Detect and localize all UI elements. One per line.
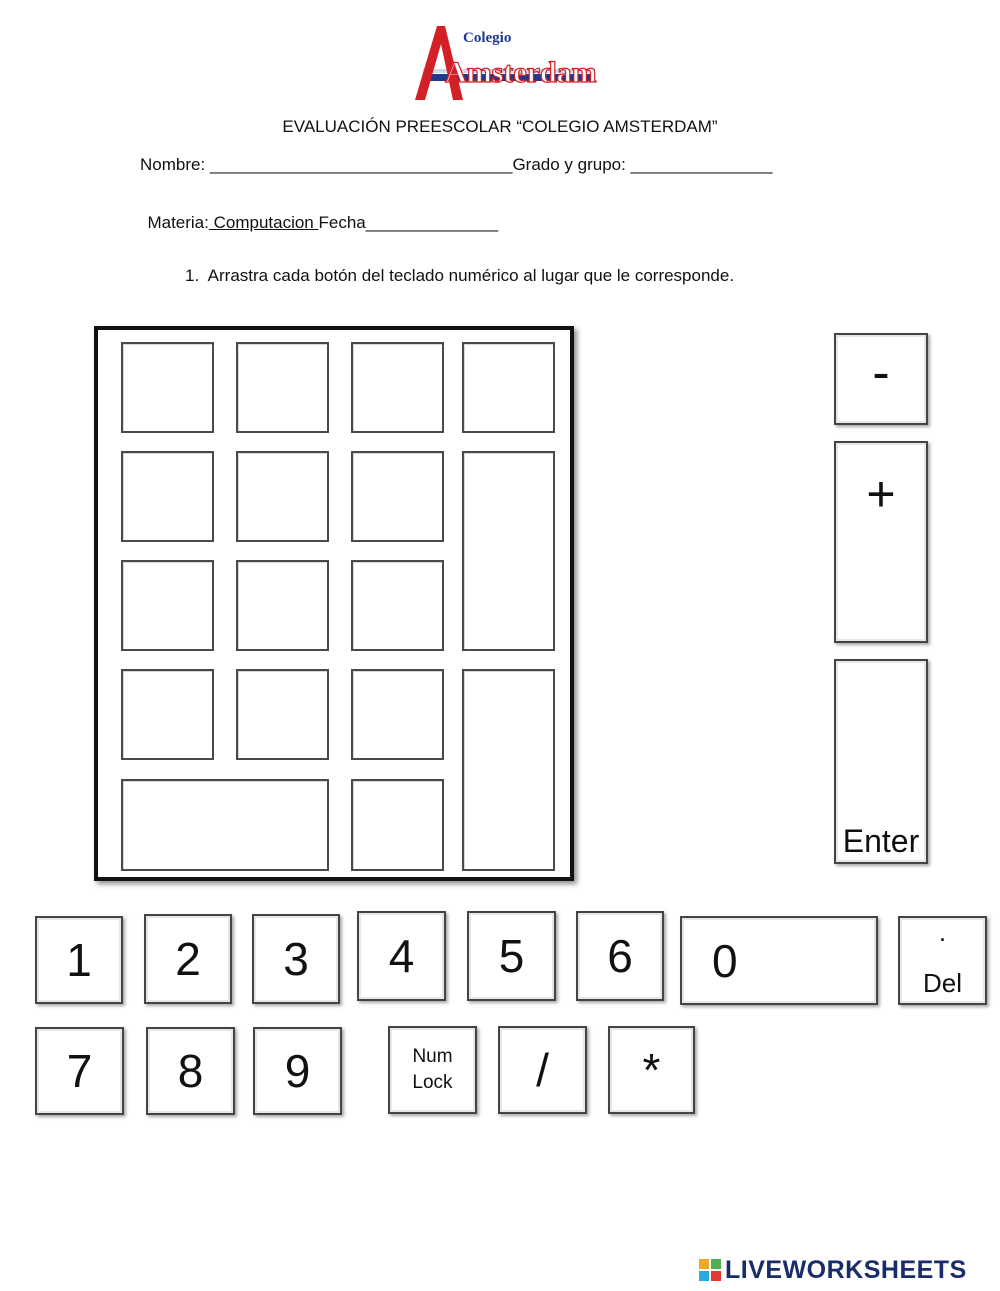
- key-3[interactable]: [252, 914, 340, 1004]
- key-3-label: 3: [283, 933, 309, 985]
- key-1[interactable]: [35, 916, 123, 1004]
- key-slash-label: /: [536, 1044, 549, 1096]
- key-enter-label: Enter: [842, 823, 920, 859]
- subject-date-line: [138, 193, 498, 233]
- drop-slot-9[interactable]: [351, 451, 444, 542]
- key-6[interactable]: [576, 911, 664, 1001]
- drop-slot-del[interactable]: [351, 779, 444, 871]
- drop-slot-1[interactable]: [121, 669, 214, 760]
- drop-slot-2[interactable]: [236, 669, 329, 760]
- key-plus-label: +: [866, 466, 896, 522]
- key-enter[interactable]: [834, 659, 928, 864]
- drop-slot-slash[interactable]: [236, 342, 329, 433]
- drop-slot-0[interactable]: [121, 779, 329, 871]
- key-numlock-line2: Lock: [412, 1072, 453, 1093]
- key-1-label: 1: [66, 934, 92, 986]
- page-title: EVALUACIÓN PREESCOLAR “COLEGIO AMSTERDAM”: [282, 117, 718, 136]
- drop-slot-5[interactable]: [236, 560, 329, 651]
- key-6-label: 6: [607, 930, 633, 982]
- key-slash[interactable]: [498, 1026, 587, 1114]
- key-2[interactable]: [144, 914, 232, 1004]
- keypad-frame: [94, 326, 574, 881]
- drop-slot-8[interactable]: [236, 451, 329, 542]
- drop-slot-7[interactable]: [121, 451, 214, 542]
- drop-slot-4[interactable]: [121, 560, 214, 651]
- drop-slot-numlock[interactable]: [121, 342, 214, 433]
- key-minus-label: -: [872, 344, 890, 402]
- key-0-label: 0: [712, 934, 738, 987]
- key-numlock-line1: Num: [412, 1046, 453, 1067]
- key-numlock[interactable]: [388, 1026, 477, 1114]
- key-5[interactable]: [467, 911, 556, 1001]
- logo-top-text: Colegio: [463, 30, 512, 46]
- key-8-label: 8: [177, 1045, 204, 1097]
- drop-slot-6[interactable]: [351, 560, 444, 651]
- liveworksheets-icon: [698, 1258, 722, 1282]
- key-plus[interactable]: [834, 441, 928, 643]
- instruction-text: 1. Arrastra cada botón del teclado numérico al lugar que le corresponde.: [185, 266, 735, 285]
- drop-slot-star[interactable]: [351, 342, 444, 433]
- key-minus[interactable]: [834, 333, 928, 425]
- drop-slot-minus[interactable]: [462, 342, 555, 433]
- key-star-label: *: [642, 1044, 661, 1096]
- subject-label: Materia:: [147, 213, 209, 232]
- liveworksheets-brand: [698, 1256, 967, 1284]
- key-7-label: 7: [66, 1045, 93, 1097]
- key-4[interactable]: [357, 911, 446, 1001]
- key-del-dot: .: [938, 917, 947, 947]
- drop-slot-enter[interactable]: [462, 669, 555, 871]
- logo-main-text: Amsterdam: [445, 56, 597, 89]
- key-0[interactable]: [680, 916, 878, 1005]
- key-9-label: 9: [284, 1045, 311, 1097]
- key-2-label: 2: [175, 933, 201, 985]
- drop-slot-plus[interactable]: [462, 451, 555, 651]
- date-blank: ______________: [365, 213, 499, 232]
- name-grade-line: Nombre: ________________________________Grado y grupo: _______________: [140, 155, 773, 174]
- drop-slot-3[interactable]: [351, 669, 444, 760]
- date-label: Fecha: [318, 213, 366, 232]
- key-star[interactable]: [608, 1026, 695, 1114]
- key-9[interactable]: [253, 1027, 342, 1115]
- key-8[interactable]: [146, 1027, 235, 1115]
- key-7[interactable]: [35, 1027, 124, 1115]
- key-4-label: 4: [388, 930, 415, 982]
- subject-value: Computacion: [208, 213, 319, 232]
- liveworksheets-text: LIVEWORKSHEETS: [725, 1255, 967, 1284]
- colegio-amsterdam-logo: [405, 22, 597, 104]
- key-5-label: 5: [498, 930, 525, 982]
- key-del-label: Del: [922, 968, 962, 998]
- key-del[interactable]: [898, 916, 987, 1005]
